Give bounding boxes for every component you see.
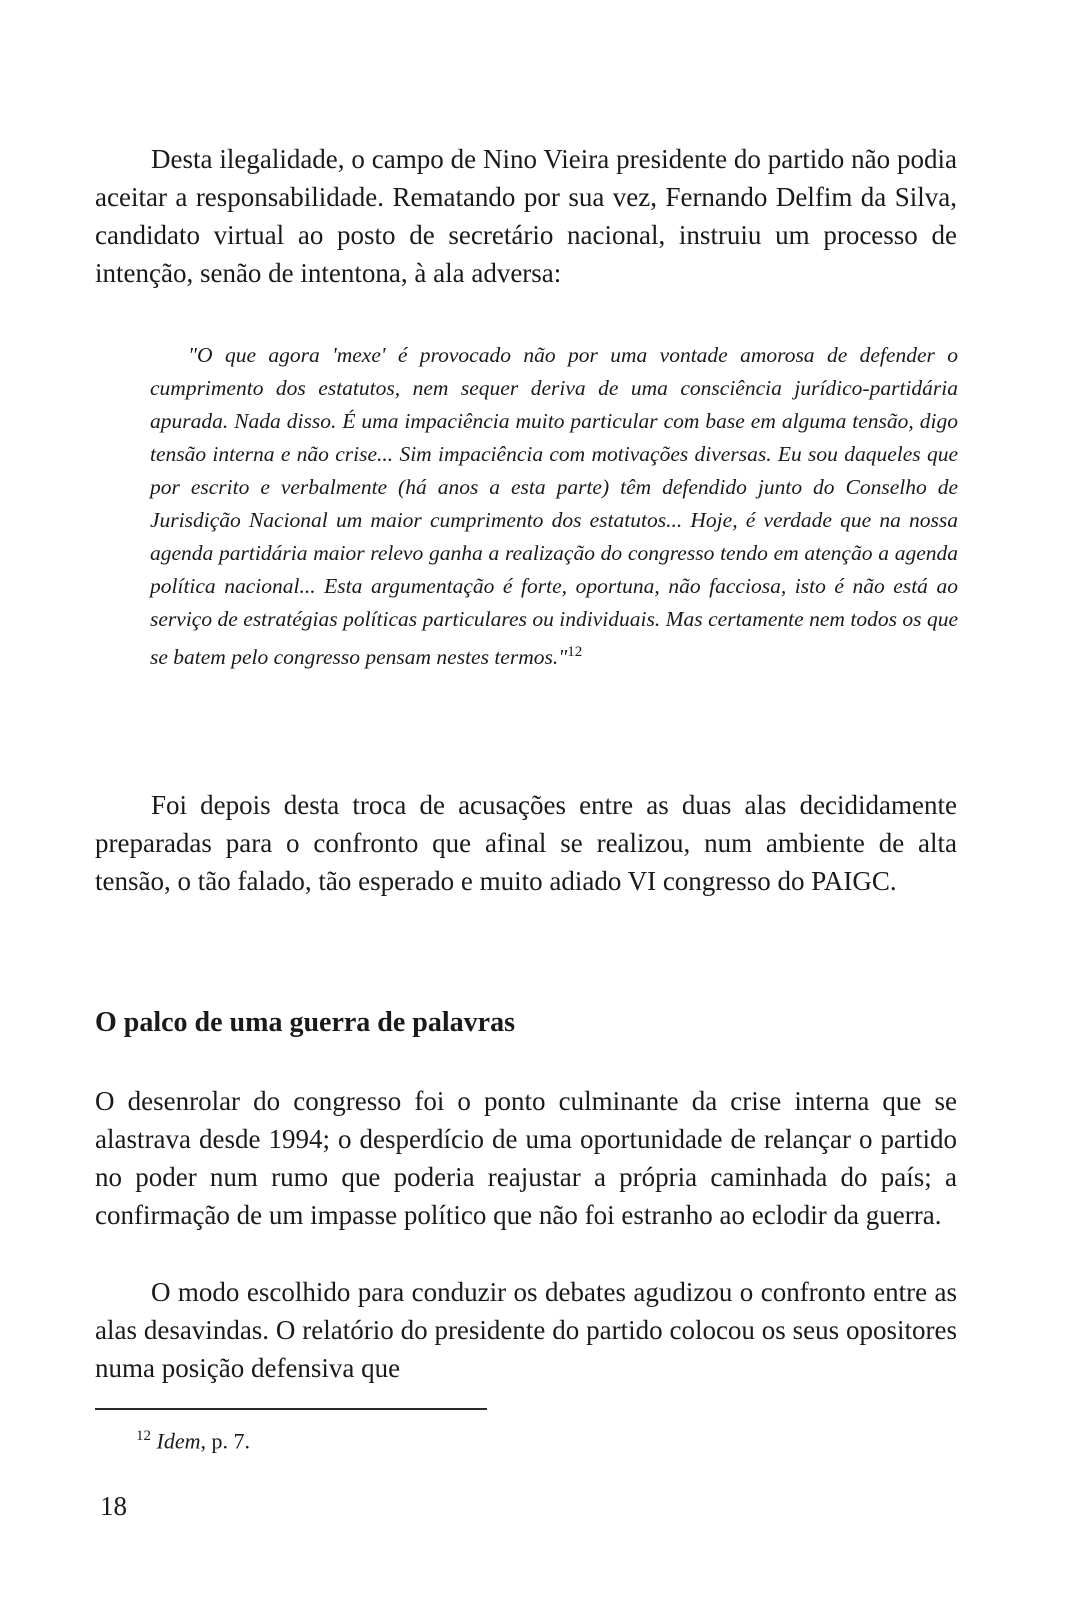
body-paragraph: O modo escolhido para conduzir os debates agudizou o confronto entre as alas desavindas. O relatório do presidente do partido colocou os seus opositores numa posição defensiva que: [95, 1277, 957, 1383]
block-quote: [150, 339, 958, 674]
page-number: 18: [100, 1491, 127, 1521]
footnote-marker: 12: [567, 644, 583, 660]
body-paragraph: Desta ilegalidade, o campo de Nino Vieira presidente do partido não podia aceitar a responsabilidade. Rematando por sua vez, Fernando Delfim da Silva, candidato virtual ao posto de secretário nacional, instruiu um processo de intenção, senão de intentona, à ala adversa:: [95, 144, 957, 288]
quote-text: "O que agora 'mexe' é provocado não por uma vontade amorosa de defender o cumprimento dos estatutos, nem sequer deriva de uma consciência jurídico-partidária apurada. Nada disso. É uma impaciência muito particular com base em alguma tensão, digo tensão interna e não crise... Sim impaciência com motivações diversas. Eu sou daqueles que por escrito e verbalmente (há anos a esta parte) têm defendido junto do Conselho de Jurisdição Nacional um maior cumprimento dos estatutos... Hoje, é verdade que na nossa agenda partidária maior relevo ganha a realização do congresso tendo em atenção a agenda política nacional... Esta argumentação é forte, oportuna, não facciosa, isto é não está ao serviço de estratégias políticas particulares ou individuais. Mas certamente nem todos os que se batem pelo congresso pensam nestes termos.": [150, 343, 958, 670]
footnote: [136, 1421, 250, 1456]
footnote-number: 12: [136, 1428, 151, 1444]
body-paragraph: O desenrolar do congresso foi o ponto culminante da crise interna que se alastrava desde 1994; o desperdício de uma oportunidade de relançar o partido no poder num rumo que poderia reajustar a própria caminhada do país; a confirmação de um impasse político que não foi estranho ao eclodir da guerra.: [95, 1086, 957, 1230]
footnote-divider: [95, 1408, 487, 1410]
section-heading: O palco de uma guerra de palavras: [95, 1007, 515, 1038]
body-paragraph: Foi depois desta troca de acusações entre as duas alas decididamente preparadas para o confronto que afinal se realizou, num ambiente de alta tensão, o tão falado, tão esperado e muito adiado VI congresso do PAIGC.: [95, 790, 957, 896]
footnote-reference: Idem: [156, 1428, 201, 1454]
footnote-page-ref: , p. 7.: [200, 1428, 250, 1454]
